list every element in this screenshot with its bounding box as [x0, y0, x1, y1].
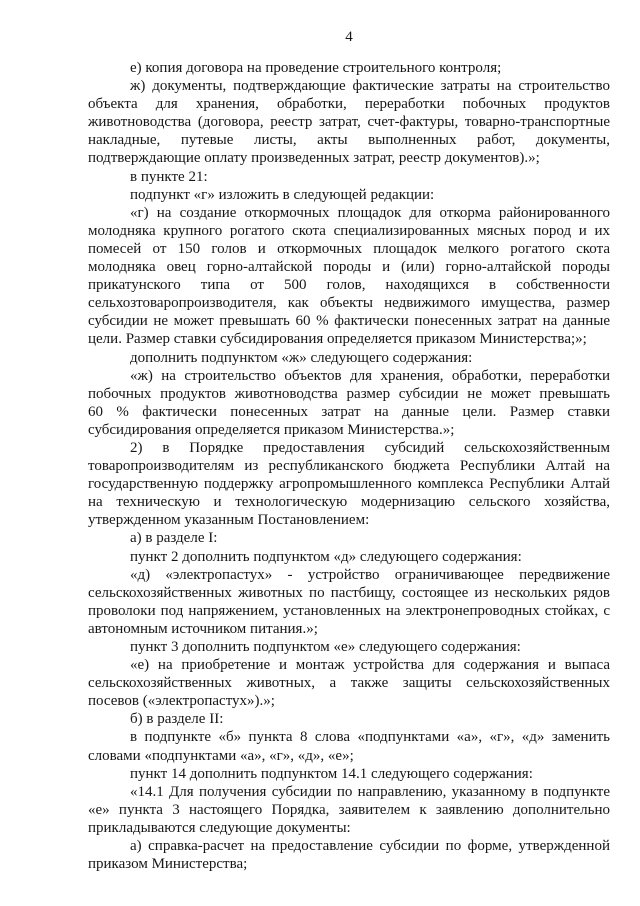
text-line: «г) на создание откормочных площадок для откорма районированного: [130, 204, 610, 221]
text-line: товаропроизводителям из республиканского бюджета Республики Алтай на: [88, 458, 610, 475]
paragraph: [88, 638, 610, 656]
text-line: прикатунского типа от 500 голов, находящихся в собственности: [88, 277, 610, 294]
text-line: «14.1 Для получения субсидии по направлению, указанному в подпункте: [130, 783, 610, 800]
paragraph: [88, 728, 610, 764]
document-body: [88, 59, 610, 873]
text-line: сельскохозяйственных животных по пастбищу, состоящее из нескольких рядов: [88, 584, 610, 601]
paragraph: [88, 349, 610, 367]
text-line: 2) в Порядке предоставления субсидий сельскохозяйственным: [130, 439, 610, 456]
text-line: пункт 14 дополнить подпунктом 14.1 следующего содержания:: [130, 765, 533, 782]
text-line: проволоки под напряжением, установленных на электронепроводных стойках, с: [88, 602, 610, 619]
text-line: «е) на приобретение и монтаж устройства для содержания и выпаса: [130, 657, 610, 674]
text-line: приказом Министерства;: [88, 856, 248, 873]
text-line: сельскохозяйственных животных, а также защиты сельскохозяйственных: [88, 675, 610, 692]
text-line: словами «подпунктами «а», «г», «д», «е»;: [88, 747, 354, 764]
paragraph: [88, 168, 610, 186]
page-number: 4: [345, 29, 353, 45]
paragraph: [88, 765, 610, 783]
text-line: а) в разделе I:: [130, 530, 218, 547]
text-line: животноводства (договора, реестр затрат, счет-фактуры, товарно-транспортные: [88, 114, 610, 131]
paragraph: [88, 59, 610, 77]
paragraph: [88, 204, 610, 349]
text-line: молодняка овец горно-алтайской породы и (или) горно-алтайской породы: [88, 259, 610, 276]
text-line: «е» пункта 3 настоящего Порядка, заявителем к заявлению дополнительно: [88, 801, 610, 818]
paragraph: [88, 548, 610, 566]
text-line: подтверждающие оплату произведенных затрат, реестр документов).»;: [88, 150, 540, 167]
text-line: государственную поддержку агропромышленного комплекса Республики Алтай: [88, 476, 610, 493]
text-line: е) копия договора на проведение строительного контроля;: [130, 60, 502, 76]
paragraph: [88, 837, 610, 873]
text-line: пункт 3 дополнить подпунктом «е» следующего содержания:: [130, 639, 521, 655]
text-line: б) в разделе II:: [130, 711, 224, 728]
paragraph: [88, 439, 610, 529]
text-line: посевов («электропастух»).»;: [88, 693, 275, 710]
text-line: помесей от 150 голов и откормочных площадок мелкого рогатого скота: [88, 240, 610, 257]
text-line: на техническую и технологическую модернизацию сельского хозяйства,: [88, 494, 610, 511]
text-line: пункт 2 дополнить подпунктом «д» следующего содержания:: [130, 548, 522, 565]
text-line: ж) документы, подтверждающие фактические затраты на строительство: [130, 78, 610, 95]
paragraph: [88, 783, 610, 837]
paragraph: [88, 710, 610, 728]
text-line: побочных продуктов животноводства размер субсидии не может превышать: [88, 385, 610, 402]
paragraph: [88, 566, 610, 638]
text-line: объекта для хранения, обработки, переработки побочных продуктов: [88, 96, 610, 113]
paragraph: [88, 529, 610, 547]
text-line: субсидирования определяется приказом Министерства.»;: [88, 421, 455, 438]
text-line: субсидии не может превышать 60 % фактически понесенных затрат на данные: [88, 313, 610, 330]
text-line: прикладываются следующие документы:: [88, 819, 351, 836]
text-line: утвержденном указанным Постановлением:: [88, 512, 370, 529]
paragraph: [88, 186, 610, 204]
text-line: подпункт «г» изложить в следующей редакции:: [130, 186, 435, 203]
text-line: в подпункте «б» пункта 8 слова «подпунктами «а», «г», «д» заменить: [130, 729, 610, 746]
text-line: накладные, путевые листы, акты выполненных работ, документы,: [88, 132, 610, 149]
paragraph: [88, 656, 610, 710]
text-line: цели. Размер ставки субсидирования определяется приказом Министерства;»;: [88, 331, 587, 348]
text-line: 60 % фактически понесенных затрат на данные цели. Размер ставки: [88, 403, 610, 420]
text-line: в пункте 21:: [130, 168, 208, 185]
text-line: сельхозтоваропроизводителя, как объекты недвижимого имущества, размер: [88, 295, 610, 312]
text-line: дополнить подпунктом «ж» следующего содержания:: [130, 349, 473, 366]
text-line: автономным источником питания.»;: [88, 620, 318, 637]
paragraph: [88, 367, 610, 439]
text-line: молодняка крупного рогатого скота специализированных мясных пород и их: [88, 222, 610, 239]
paragraph: [88, 77, 610, 167]
text-line: а) справка-расчет на предоставление субсидии по форме, утвержденной: [130, 838, 610, 855]
text-line: «д) «электропастух» - устройство ограничивающее передвижение: [130, 566, 610, 583]
text-line: «ж) на строительство объектов для хранения, обработки, переработки: [130, 367, 610, 384]
